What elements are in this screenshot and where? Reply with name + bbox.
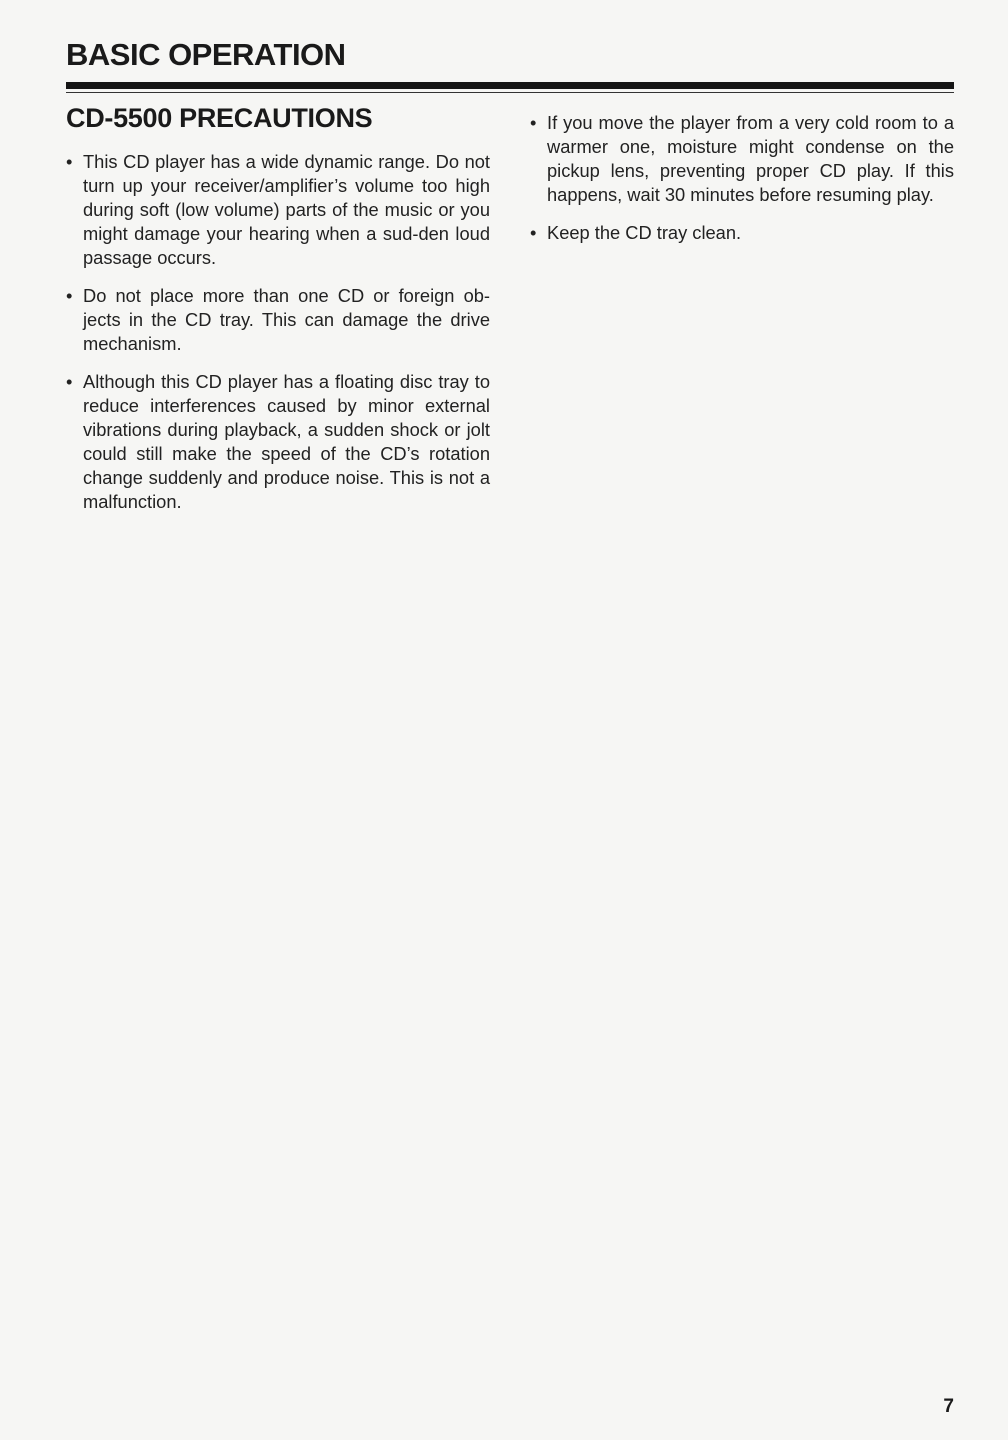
list-item: [530, 111, 954, 207]
list-item-text: Do not place more than one CD or foreign ob-jects in the CD tray. This can damage the drive mechanism.: [83, 285, 490, 354]
list-item-text: Keep the CD tray clean.: [547, 222, 742, 243]
list-item-text: This CD player has a wide dynamic range. Do not turn up your receiver/amplifier’s volume too high during soft (low volume) parts of the music or you might damage your hearing when a sud-den loud passage occurs.: [83, 151, 490, 268]
page-title: BASIC OPERATION: [66, 37, 346, 72]
right-bullet-list: [530, 111, 954, 245]
header-rule-thick: [66, 82, 954, 89]
list-item: [530, 221, 954, 245]
bullet-icon: •: [66, 285, 73, 306]
list-item-text: Although this CD player has a floating disc tray to reduce interferences caused by minor external vibrations during playback, a sudden shock or jolt could still make the speed of the CD’s rotation change suddenly and produce noise. This is not a malfunction.: [83, 371, 490, 512]
list-item: [66, 150, 490, 270]
bullet-icon: •: [530, 222, 537, 243]
page-header: [66, 36, 954, 74]
list-item: [66, 370, 490, 514]
bullet-icon: •: [66, 151, 73, 172]
left-bullet-list: [66, 150, 490, 514]
list-item-text: If you move the player from a very cold room to a warmer one, moisture might condense on the pickup lens, preventing proper CD play. If this happens, wait 30 minutes before resuming play.: [547, 112, 954, 205]
bullet-icon: •: [66, 371, 73, 392]
bullet-icon: •: [530, 112, 537, 133]
section-title: CD-5500 PRECAUTIONS: [66, 103, 373, 133]
header-rule-thin: [66, 92, 954, 93]
right-column: [530, 111, 954, 259]
left-column: [66, 100, 490, 528]
page-number: 7: [943, 1396, 954, 1417]
list-item: [66, 284, 490, 356]
